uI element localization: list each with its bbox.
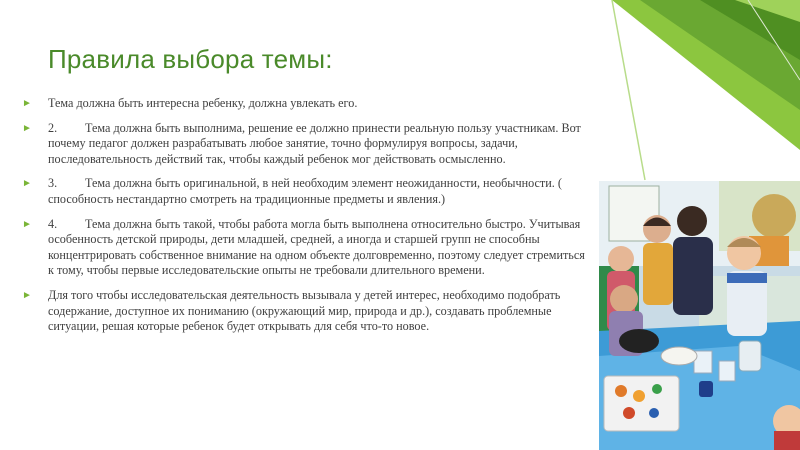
list-item — [22, 288, 592, 335]
triangle-bullet-icon: ► — [22, 289, 32, 301]
slide-title: Правила выбора темы: — [48, 44, 333, 74]
paragraph-text: Тема должна быть интересна ребенку, должна увлекать его. — [48, 96, 358, 110]
paragraph-text: Тема должна быть выполнима, решение ее должно принести реальную пользу участникам. Вот почему педагог должен разрабатывать любое занятие, точно формулируя вопросы, задачи, последовательность действий так, чтобы каждый ребенок мог действовать осмысленно. — [48, 120, 581, 166]
content-list — [22, 96, 592, 344]
triangle-bullet-icon: ► — [22, 218, 32, 230]
item-number: 2. — [48, 120, 58, 135]
item-number: 3. — [48, 176, 58, 191]
item-number: 4. — [48, 216, 58, 231]
paragraph-text: Тема должна быть такой, чтобы работа могла быть выполнена относительно быстро. Учитывая особенность детской природы, дети младшей, средней, а иногда и старшей групп не способны концентрировать собственное внимание на одном объекте долговременно, поэтому следует стремиться к тому, чтобы первые исследовательские опыты не требовали длительного времени. — [48, 216, 585, 278]
list-item — [22, 217, 592, 279]
paragraph-text: Тема должна быть оригинальной, в ней необходим элемент неожиданности, необычности. ( способность нестандартно смотреть на традиционные предметы и явления.) — [48, 176, 562, 206]
triangle-bullet-icon: ► — [22, 122, 32, 134]
children-experiment-photo — [599, 181, 800, 450]
triangle-bullet-icon: ► — [22, 98, 32, 109]
list-item — [22, 121, 592, 168]
list-item — [22, 176, 592, 207]
list-item — [22, 96, 592, 112]
paragraph-text: Для того чтобы исследовательская деятельность вызывала у детей интерес, необходимо подобрать содержание, доступное их пониманию (окружающий мир, природа и др.), создавать проблемные ситуации, решая которые ребенок будет открывать для себя что-то новое. — [48, 287, 561, 334]
photo-illustration — [599, 181, 800, 450]
triangle-bullet-icon: ► — [22, 178, 32, 190]
